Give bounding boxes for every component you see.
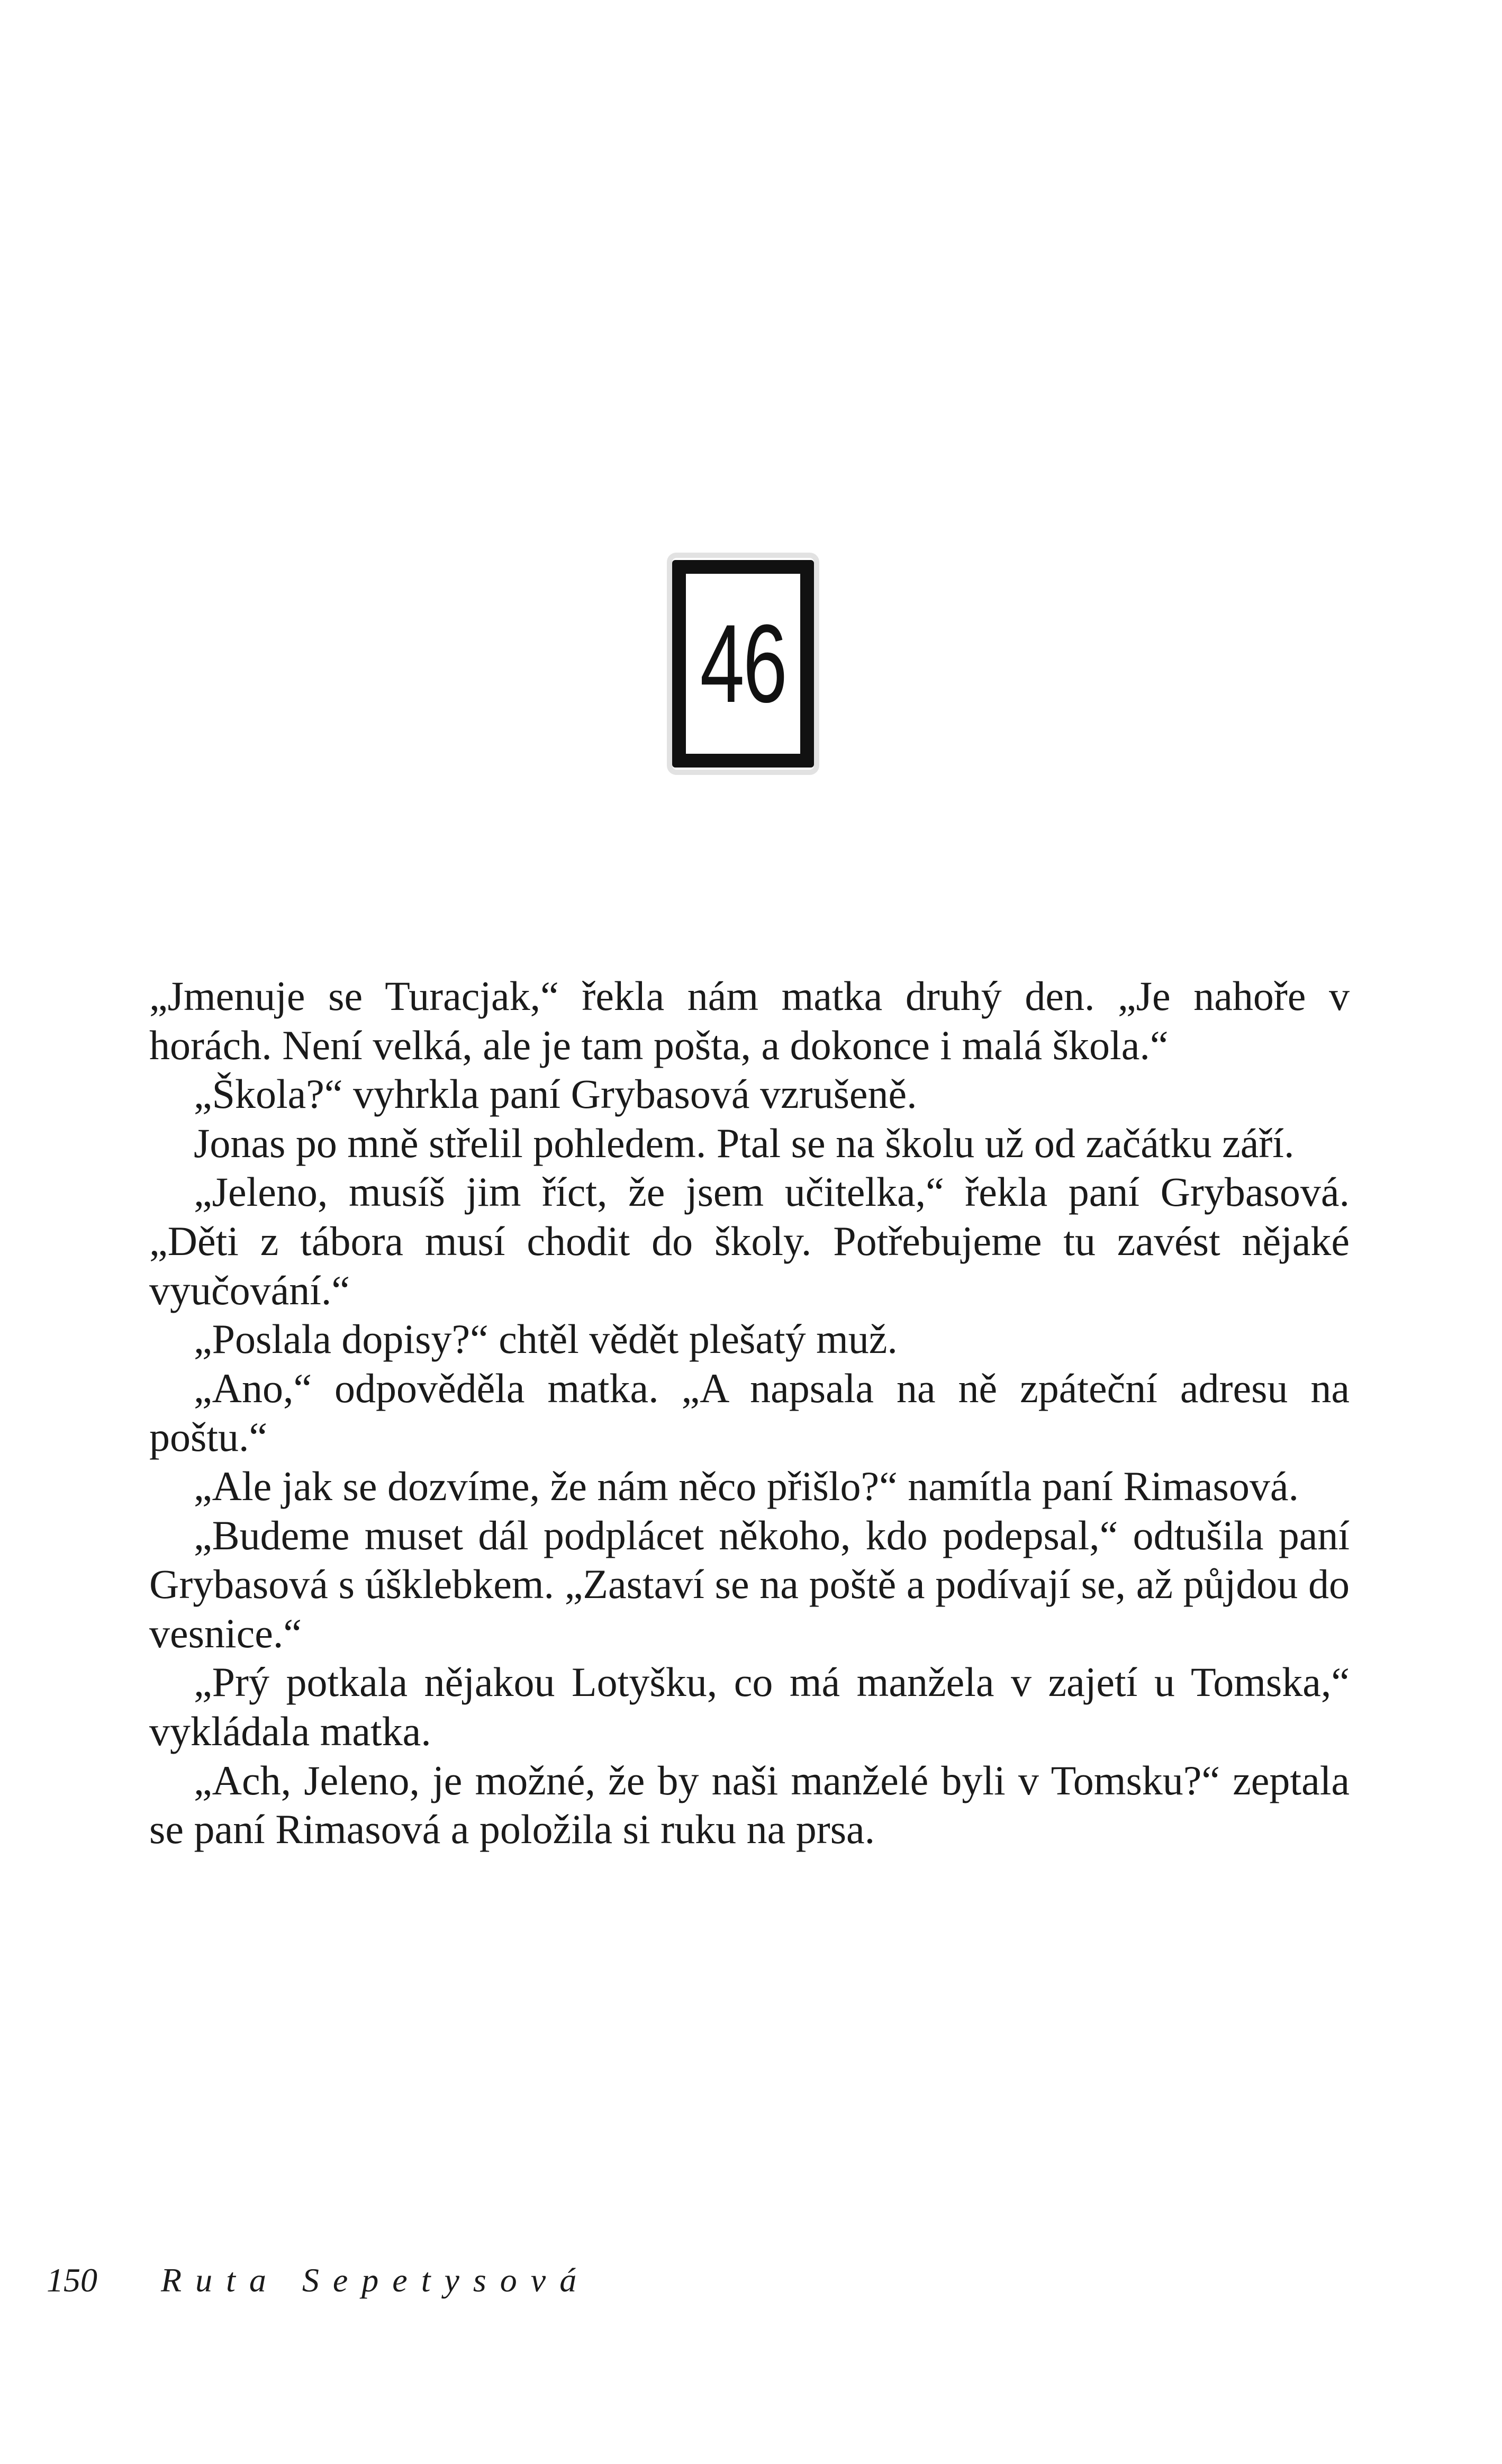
paragraph: „Jeleno, musíš jim říct, že jsem učitelka,“ řekla paní Grybasová. „Děti z tábora musí chodit do školy. Potřebujeme tu zavést nějaké vyučování.“ bbox=[149, 1169, 1350, 1313]
page-footer bbox=[47, 2259, 590, 2301]
paragraph: „Prý potkala nějakou Lotyšku, co má manžela v zajetí u Tomska,“ vykládala matka. bbox=[149, 1659, 1350, 1754]
running-head-author: Ruta Sepetysová bbox=[161, 2261, 591, 2299]
paragraph: „Jmenuje se Turacjak,“ řekla nám matka druhý den. „Je nahoře v horách. Není velká, ale je tam pošta, a dokonce i malá škola.“ bbox=[149, 973, 1350, 1068]
paragraph: „Ano,“ odpověděla matka. „A napsala na ně zpáteční adresu na poštu.“ bbox=[149, 1365, 1350, 1460]
chapter-number: 46 bbox=[700, 601, 786, 726]
chapter-body bbox=[149, 972, 1350, 1854]
page-number: 150 bbox=[47, 2261, 97, 2299]
paragraph: „Ale jak se dozvíme, že nám něco přišlo?“ namítla paní Rimasová. bbox=[194, 1463, 1299, 1509]
paragraph: Jonas po mně střelil pohledem. Ptal se na školu už od začátku září. bbox=[194, 1120, 1295, 1166]
paragraph: „Ach, Jeleno, je možné, že by naši manželé byli v Tomsku?“ zeptala se paní Rimasová a položila si ruku na prsa. bbox=[149, 1757, 1350, 1853]
paragraph: „Poslala dopisy?“ chtěl vědět plešatý muž. bbox=[194, 1316, 898, 1362]
paragraph: „Budeme muset dál podplácet někoho, kdo podepsal,“ odtušila paní Grybasová s úšklebkem. „Zastaví se na poště a podívají se, až půjdou do vesnice.“ bbox=[149, 1512, 1350, 1656]
paragraph: „Škola?“ vyhrkla paní Grybasová vzrušeně. bbox=[194, 1071, 917, 1117]
chapter-number-box bbox=[672, 560, 814, 768]
